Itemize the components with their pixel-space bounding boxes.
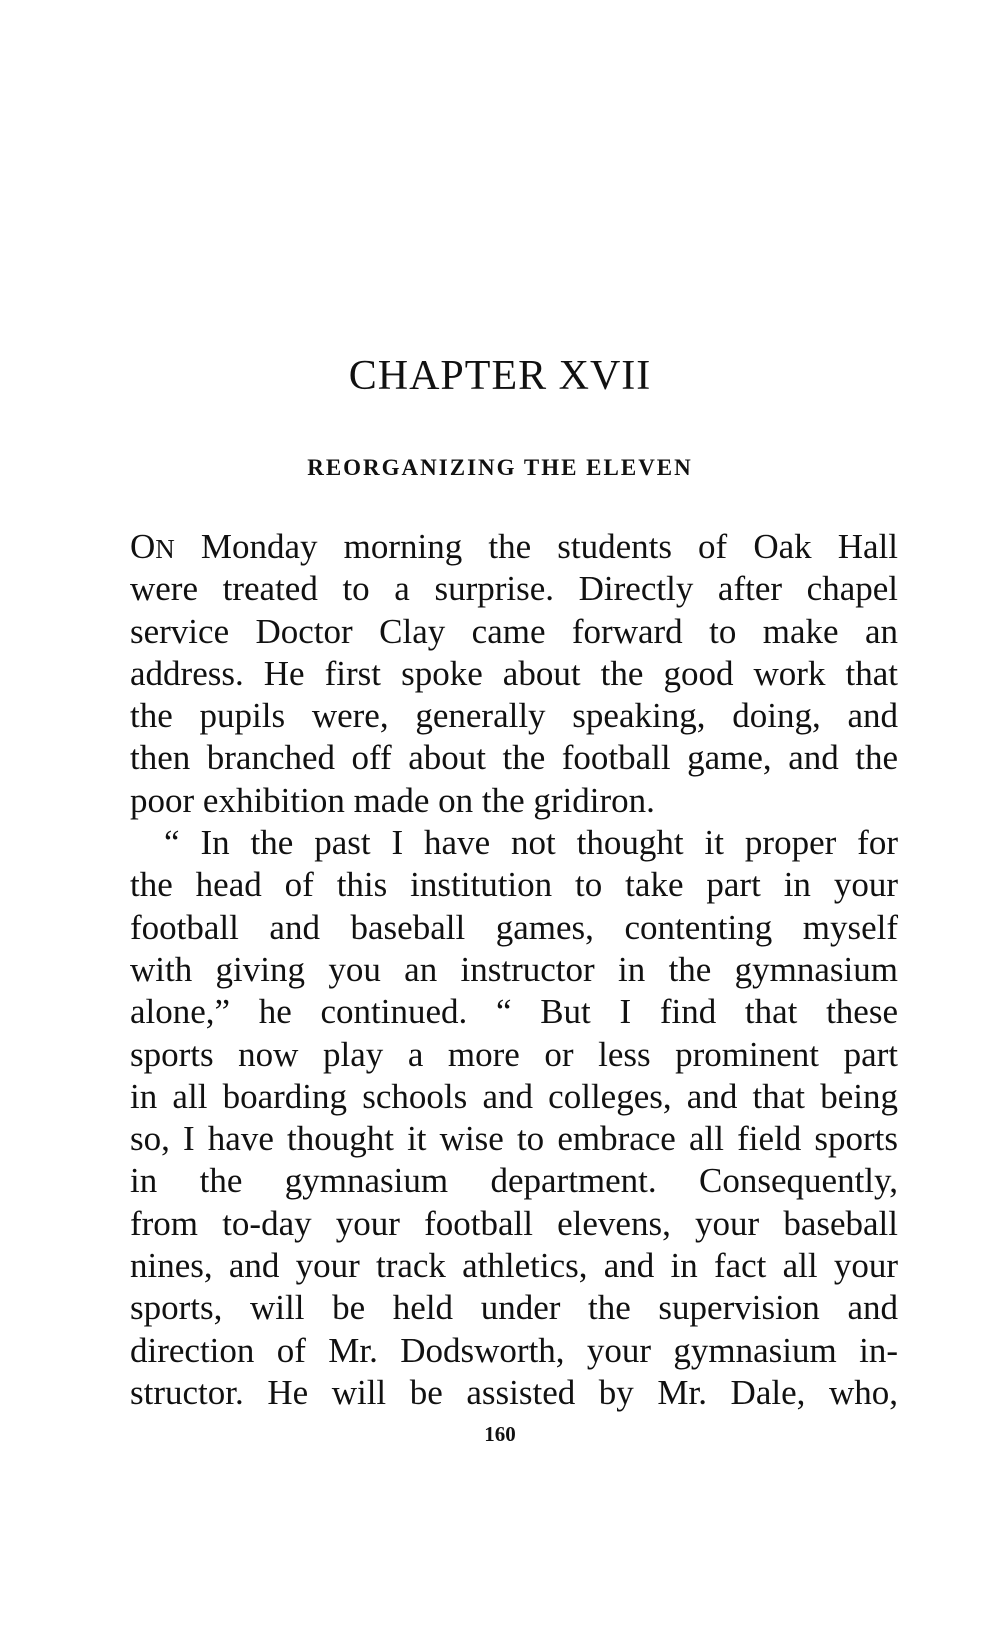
paragraph-2-line: structor. He will be assisted by Mr. Dale, who, (130, 1372, 898, 1412)
paragraph-1-line: service Doctor Clay came forward to make an (130, 611, 898, 651)
drop-initial: O (130, 527, 156, 566)
page-number: 160 (484, 1422, 516, 1446)
paragraph-2-line: in the gymnasium department. Consequently, (130, 1161, 898, 1201)
body-text (130, 526, 898, 1414)
paragraph-1-line: the pupils were, generally speaking, doing, and (130, 696, 898, 736)
paragraph-1-line: address. He first spoke about the good work that (130, 653, 898, 693)
paragraph-2-line: direction of Mr. Dodsworth, your gymnasium in- (130, 1330, 898, 1370)
paragraph-1-line: were treated to a surprise. Directly after chapel (130, 569, 898, 609)
paragraph-2-line: the head of this institution to take part in your (130, 865, 898, 905)
chapter-subtitle: REORGANIZING THE ELEVEN (307, 455, 693, 480)
paragraph-2-line: in all boarding schools and colleges, and that being (130, 1076, 898, 1116)
paragraph-2-line: sports now play a more or less prominent part (130, 1034, 898, 1074)
paragraph-1-line-1 (130, 526, 898, 568)
paragraph-2-line: from to-day your football elevens, your baseball (130, 1203, 898, 1243)
chapter-title: CHAPTER XVII (348, 353, 652, 399)
paragraph-2-line: nines, and your track athletics, and in fact all your (130, 1246, 898, 1286)
paragraph-2-line: “ In the past I have not thought it proper for (164, 823, 898, 863)
paragraph-1-line: poor exhibition made on the gridiron. (130, 780, 655, 820)
paragraph-2-line: with giving you an instructor in the gymnasium (130, 949, 898, 989)
paragraph-2-line: sports, will be held under the supervision and (130, 1288, 898, 1328)
paragraph-2-line: football and baseball games, contenting myself (130, 907, 898, 947)
paragraph-1-line-1-rest: Monday morning the students of Oak Hall (174, 527, 898, 566)
paragraph-2-line: so, I have thought it wise to embrace all field sports (130, 1119, 898, 1159)
small-cap-letter: N (155, 534, 175, 564)
paragraph-1-line: then branched off about the football game, and the (130, 738, 898, 778)
paragraph-2-line: alone,” he continued. “ But I find that these (130, 992, 898, 1032)
